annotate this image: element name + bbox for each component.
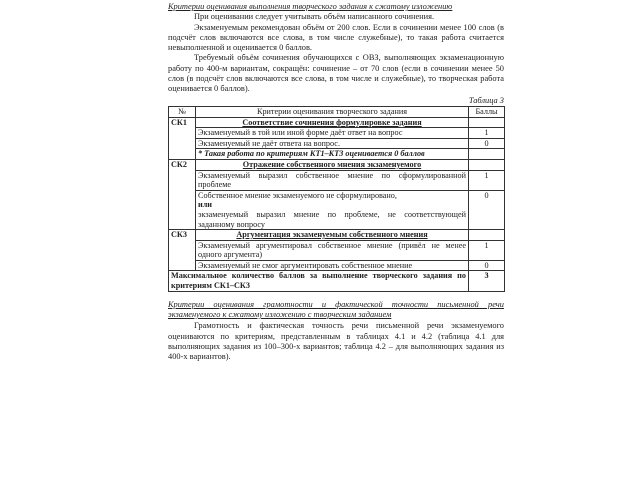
criterion-score: 1 <box>469 128 505 139</box>
table-row <box>169 159 505 170</box>
max-score-value: 3 <box>469 271 505 291</box>
table-row <box>169 128 505 139</box>
criterion-code: СК3 <box>169 230 196 271</box>
criterion-score: 1 <box>469 240 505 260</box>
criterion-note: * Такая работа по критериям КТ1–КТ3 оценивается 0 баллов <box>196 149 469 160</box>
outro-paragraph: Грамотность и фактическая точность речи письменной речи экзаменуемого оцениваются по критериям, представленным в таблицах 4.1 и 4.2 (таблица 4.1 для выполняющих задания из 100–300-х вариантов; таблица 4.2 – для выполняющих задания из 400-х вариантов). <box>168 321 504 362</box>
criterion-title: Отражение собственного мнения экзаменуемого <box>196 159 469 170</box>
table-row <box>169 138 505 149</box>
table-row <box>169 240 505 260</box>
criterion-score: 0 <box>469 190 505 229</box>
criterion-description: Экзаменуемый не смог аргументировать собственное мнение <box>196 260 469 271</box>
criterion-score: 1 <box>469 170 505 190</box>
table-footer-row <box>169 271 505 291</box>
criteria-table <box>168 106 505 292</box>
table-row <box>169 117 505 128</box>
table-row <box>169 149 505 160</box>
criterion-description: Экзаменуемый не даёт ответа на вопрос. <box>196 138 469 149</box>
table-row <box>169 230 505 241</box>
header-score: Баллы <box>469 106 505 117</box>
criterion-code: СК1 <box>169 117 196 159</box>
intro-paragraph-3: Требуемый объём сочинения обучающихся с ОВЗ, выполняющих экзаменационную работу по 400-м вариантам, сокращён: сочинение – от 70 слов (если в сочинении менее 50 слов (в подсчёт слов включаются все слова, в том числе и служебные), то творческая работа оценивается 0 баллов). <box>168 53 504 94</box>
header-criteria: Критерии оценивания творческого задания <box>196 106 469 117</box>
intro-paragraph-1: При оценивании следует учитывать объём написанного сочинения. <box>194 12 435 22</box>
criterion-description: Экзаменуемый в той или иной форме даёт ответ на вопрос <box>196 128 469 139</box>
table-row <box>169 260 505 271</box>
table-label: Таблица 3 <box>468 95 504 105</box>
criterion-score: 0 <box>469 138 505 149</box>
criterion-description: Экзаменуемый выразил собственное мнение по сформулированной проблеме <box>196 170 469 190</box>
criterion-description-part: Собственное мнение экзаменуемого не сформулировано, <box>198 190 397 200</box>
table-header-row <box>169 106 505 117</box>
outro-heading: Критерии оценивания грамотности и фактической точности письменной речи экзаменуемого к сжатому изложению с творческим заданием <box>168 299 504 319</box>
max-score-label: Максимальное количество баллов за выполнение творческого задания по критериям СК1–СК3 <box>169 271 469 291</box>
document-page <box>168 0 504 480</box>
intro-heading: Критерии оценивания выполнения творческого задания к сжатому изложению <box>168 2 453 11</box>
criterion-description-part: экзаменуемый выразил мнение по проблеме, не соответствующей заданному вопросу <box>198 209 466 229</box>
criterion-score: 0 <box>469 260 505 271</box>
criterion-title: Аргументация экзаменуемым собственного мнения <box>196 230 469 241</box>
criterion-description: Экзаменуемый аргументировал собственное мнение (привёл не менее одного аргумента) <box>196 240 469 260</box>
criterion-title: Соответствие сочинения формулировке задания <box>196 117 469 128</box>
intro-paragraph-2: Экзаменуемым рекомендован объём от 200 слов. Если в сочинении менее 100 слов (в подсчёт слов включаются все слова, в том числе служебные), то такая работа считается невыполненной и оценивается 0 баллов. <box>168 22 504 53</box>
criterion-code: СК2 <box>169 159 196 229</box>
table-row <box>169 190 505 229</box>
criterion-description <box>196 190 469 229</box>
table-row <box>169 170 505 190</box>
criterion-or: или <box>198 200 213 210</box>
header-number: № <box>169 106 196 117</box>
